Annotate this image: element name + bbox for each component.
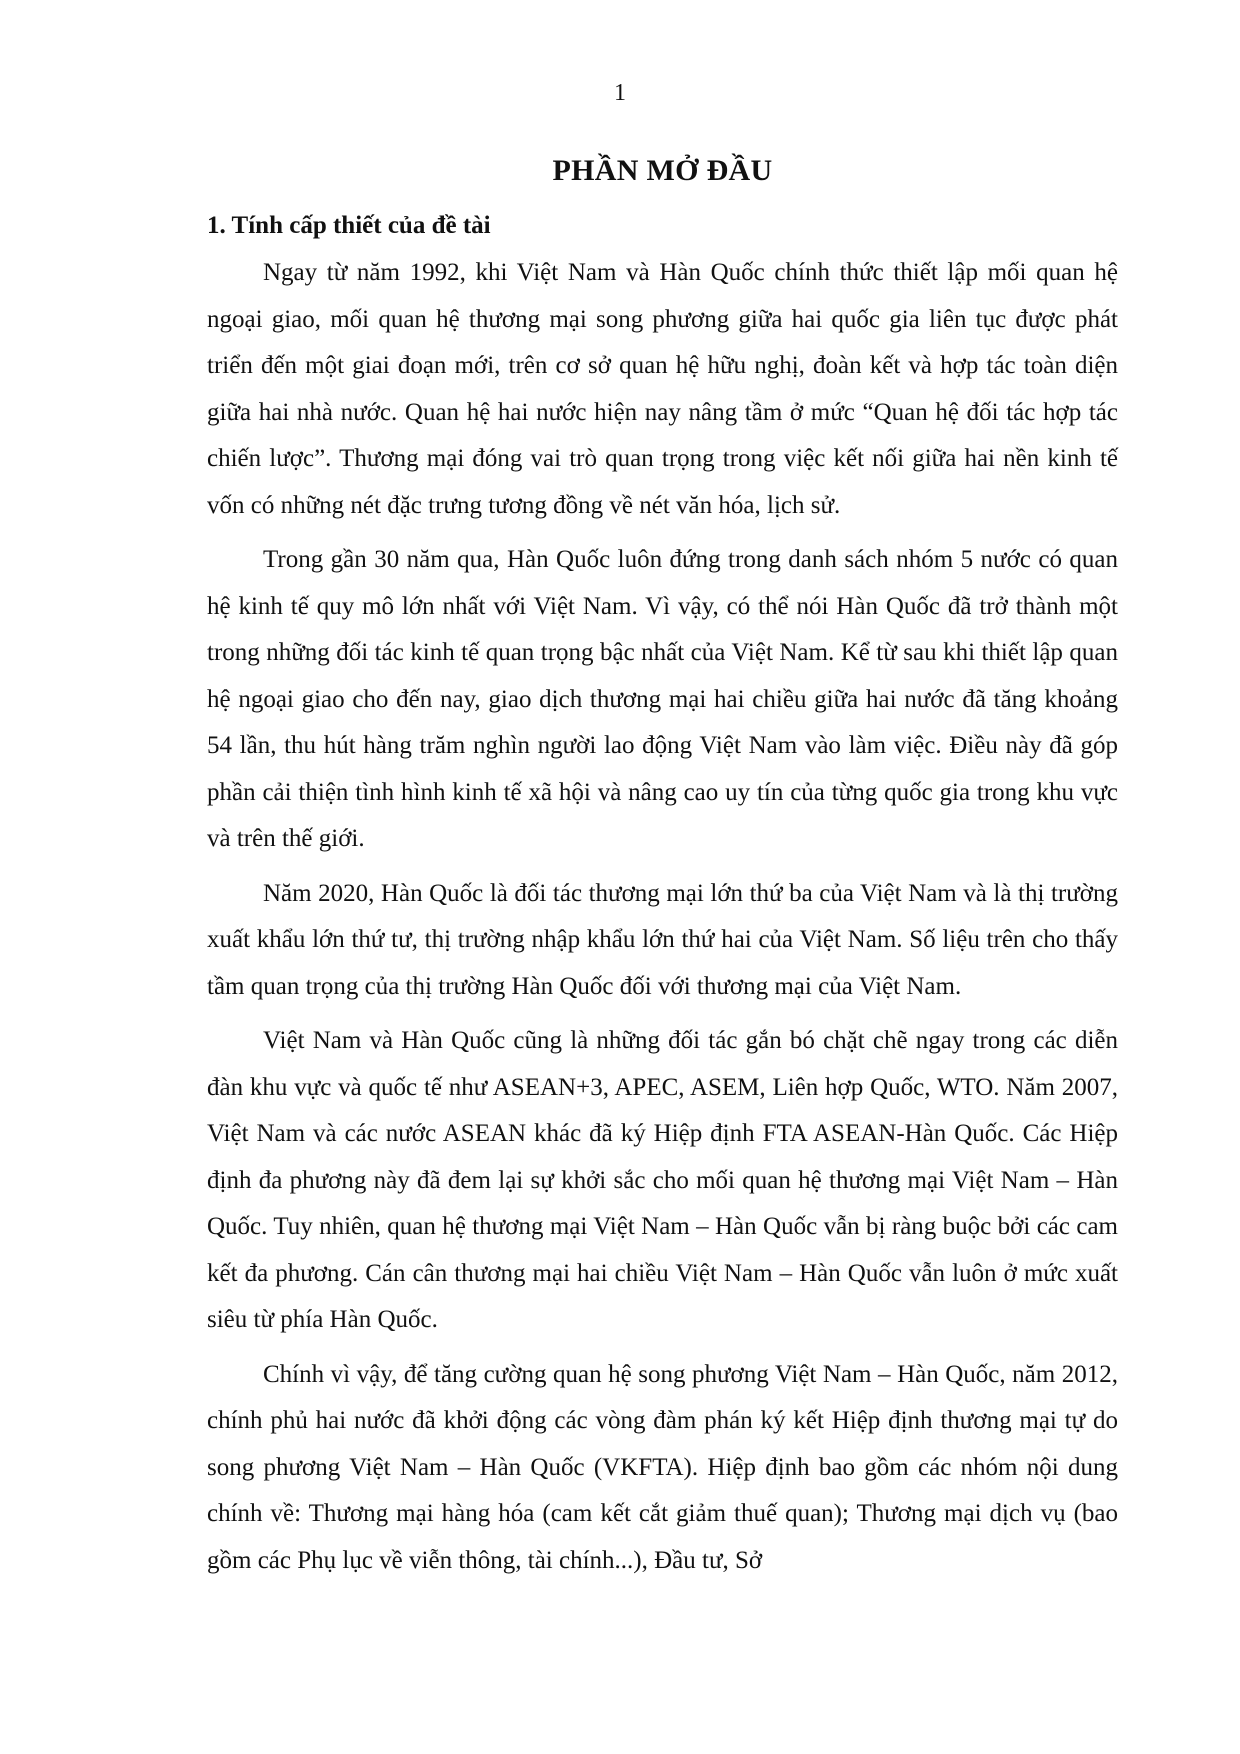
page-title: PHẦN MỞ ĐẦU [552,154,773,187]
paragraph-4: Việt Nam và Hàn Quốc cũng là những đối tác gắn bó chặt chẽ ngay trong các diễn đàn khu vực và quốc tế như ASEAN+3, APEC, ASEM, Liên hợp Quốc, WTO. Năm 2007, Việt Nam và các nước ASEAN khác đã ký Hiệp định FTA ASEAN-Hàn Quốc. Các Hiệp định đa phương này đã đem lại sự khởi sắc cho mối quan hệ thương mại Việt Nam – Hàn Quốc. Tuy nhiên, quan hệ thương mại Việt Nam – Hàn Quốc vẫn bị ràng buộc bởi các cam kết đa phương. Cán cân thương mại hai chiều Việt Nam – Hàn Quốc vẫn luôn ở mức xuất siêu từ phía Hàn Quốc. [207,1027,1118,1333]
paragraph-5: Chính vì vậy, để tăng cường quan hệ song phương Việt Nam – Hàn Quốc, năm 2012, chính phủ hai nước đã khởi động các vòng đàm phán ký kết Hiệp định thương mại tự do song phương Việt Nam – Hàn Quốc (VKFTA). Hiệp định bao gồm các nhóm nội dung chính về: Thương mại hàng hóa (cam kết cắt giảm thuế quan); Thương mại dịch vụ (bao gồm các Phụ lục về viễn thông, tài chính...), Đầu tư, Sở [207,1360,1118,1574]
paragraph-3: Năm 2020, Hàn Quốc là đối tác thương mại lớn thứ ba của Việt Nam và là thị trường xuất khẩu lớn thứ tư, thị trường nhập khẩu lớn thứ hai của Việt Nam. Số liệu trên cho thấy tầm quan trọng của thị trường Hàn Quốc đối với thương mại của Việt Nam. [207,879,1118,1000]
paragraph-1: Ngay từ năm 1992, khi Việt Nam và Hàn Quốc chính thức thiết lập mối quan hệ ngoại giao, mối quan hệ thương mại song phương giữa hai quốc gia liên tục được phát triển đến một giai đoạn mới, trên cơ sở quan hệ hữu nghị, đoàn kết và hợp tác toàn diện giữa hai nhà nước. Quan hệ hai nước hiện nay nâng tầm ở mức “Quan hệ đối tác hợp tác chiến lược”. Thương mại đóng vai trò quan trọng trong việc kết nối giữa hai nền kinh tế vốn có những nét đặc trưng tương đồng về nét văn hóa, lịch sử. [207,259,1118,519]
page-content [207,148,1118,1592]
section-heading: 1. Tính cấp thiết của đề tài [207,212,491,239]
paragraph-2: Trong gần 30 năm qua, Hàn Quốc luôn đứng trong danh sách nhóm 5 nước có quan hệ kinh tế quy mô lớn nhất với Việt Nam. Vì vậy, có thể nói Hàn Quốc đã trở thành một trong những đối tác kinh tế quan trọng bậc nhất của Việt Nam. Kể từ sau khi thiết lập quan hệ ngoại giao cho đến nay, giao dịch thương mại hai chiều giữa hai nước đã tăng khoảng 54 lần, thu hút hàng trăm nghìn người lao động Việt Nam vào làm việc. Điều này đã góp phần cải thiện tình hình kinh tế xã hội và nâng cao uy tín của từng quốc gia trong khu vực và trên thế giới. [207,546,1118,852]
page-number: 1 [614,80,626,106]
